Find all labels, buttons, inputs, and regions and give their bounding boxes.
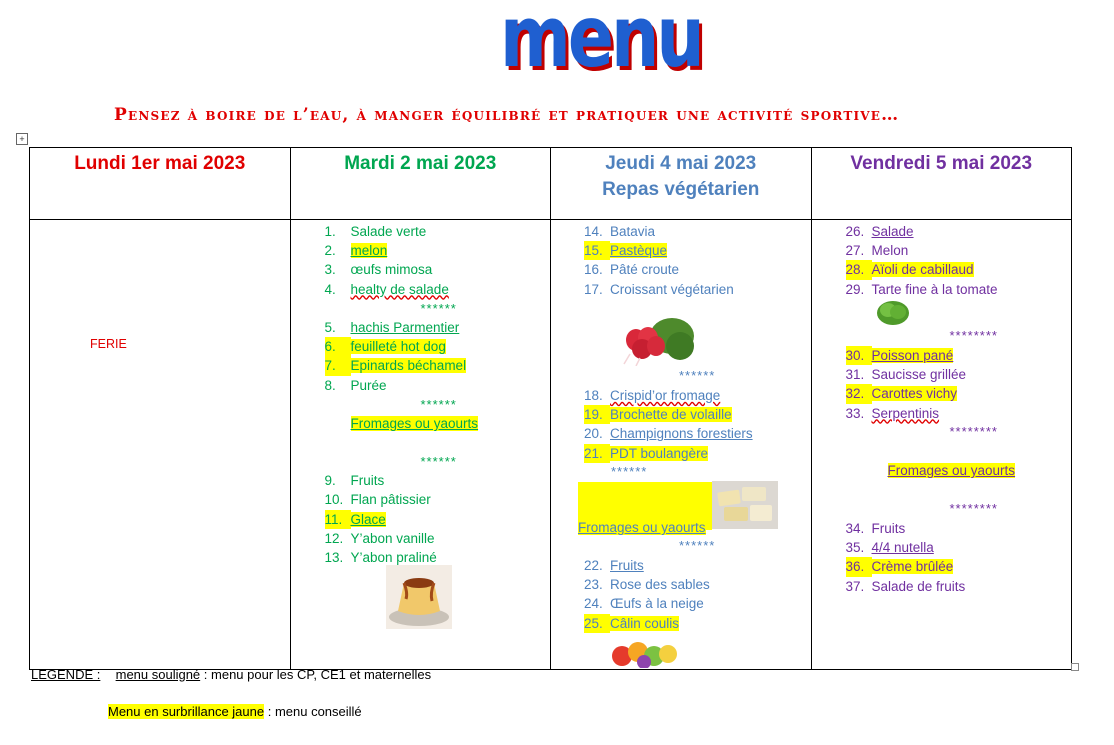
legend-highlight [108,704,362,719]
vegetarian-label: Repas végétarien [602,179,760,200]
table-move-handle-icon[interactable]: + [16,133,28,145]
list-item: 19. Brochette de volaille [584,405,753,424]
list-item: 31. Saucisse grillée [845,367,967,383]
list-item: 21. PDT boulangère [584,444,753,463]
list-item: 15. Pastèque [584,241,734,260]
list-item: 20. Champignons forestiers [584,426,753,442]
list-item: 35. 4/4 nutella [845,540,934,556]
list-item: 17. Croissant végétarien [584,281,734,297]
list-item: 16. Pâté croute [584,262,680,278]
menu-title: menu [500,0,702,88]
list-item: 24. Œufs à la neige [584,596,704,612]
list-item: 36. Crème brûlée [846,557,966,576]
day-header-monday: Lundi 1er mai 2023 [30,148,291,220]
radish-image [622,316,694,366]
ferie-label: FERIE [90,337,127,351]
list-item: 3. œufs mimosa [324,262,433,278]
cheese-option: Fromages ou yaourts [578,520,706,535]
list-item: 26. Salade [845,224,914,239]
day-cell-thursday [551,220,812,670]
day-header-thursday: Jeudi 4 mai 2023 Repas végétarien [551,148,812,220]
legend [31,667,431,682]
list-item: 1. Salade verte [324,224,427,239]
list-item: 9. Fruits [324,473,385,489]
day-header-friday: Vendredi 5 mai 2023 [811,148,1072,220]
separator: ****** [611,464,648,479]
slogan: Pensez à boire de l’eau, à manger équilibré et pratiquer une activité sportive… [114,105,900,125]
list-item: 5. hachis Parmentier [324,320,460,336]
separator: ****** [420,396,457,412]
separator: ****** [420,454,457,470]
legend-highlight-desc: : menu conseillé [264,704,362,719]
list-item: 10. Flan pâtissier [324,492,431,508]
list-item: 4. healty de salade [324,281,449,297]
list-item: 29. Tarte fine à la tomate [845,281,998,297]
day-cell-tuesday [290,220,551,670]
legend-highlight-sample: Menu en surbrillance jaune [108,704,265,719]
list-item: 6. feuilleté hot dog [325,337,479,356]
list-item: 2. melon [324,243,388,259]
list-item: 37. Salade de fruits [845,578,966,594]
list-item: 28. Aïoli de cabillaud [846,260,998,279]
list-item: 33. Serpentinis [845,405,940,421]
list-item: 30. Poisson pané [846,346,967,365]
flan-image [386,565,452,629]
list-item: 12. Y’abon vanille [324,530,435,546]
legend-underline-sample: menu souligné [115,667,201,682]
cheese-image [712,481,778,529]
table-resize-handle[interactable] [1071,663,1079,671]
separator: ****** [679,538,716,553]
lettuce-image [876,298,910,326]
list-item: 18. Crispid’or fromage [584,388,721,403]
separator: ******** [949,501,998,516]
cheese-option: Fromages ou yaourts [887,463,1016,478]
legend-underline-desc: : menu pour les CP, CE1 et maternelles [200,667,432,682]
list-item: 27. Melon [845,243,909,259]
menu-table [29,147,1072,670]
cheese-option: Fromages ou yaourts [350,416,479,432]
fruits-image [610,634,678,668]
list-item: 13. Y’abon praliné [324,550,437,566]
list-item: 8. Purée [324,377,387,393]
separator: ******** [949,328,998,343]
separator: ****** [679,368,716,383]
list-item: 25. Câlin coulis [584,614,710,633]
day-cell-friday [811,220,1072,670]
list-item: 7. Epinards béchamel [325,356,479,375]
list-item: 32. Carottes vichy [846,384,967,403]
separator: ******** [949,424,998,439]
list-item: 23. Rose des sables [584,577,710,593]
list-item: 14. Batavia [584,224,656,239]
list-item: 11. Glace [325,510,479,529]
day-header-tuesday: Mardi 2 mai 2023 [290,148,551,220]
list-item: 34. Fruits [845,521,906,536]
legend-label: LEGENDE : [31,667,101,682]
separator: ****** [420,300,457,316]
list-item: 22. Fruits [584,558,644,573]
day-cell-monday [30,220,291,670]
